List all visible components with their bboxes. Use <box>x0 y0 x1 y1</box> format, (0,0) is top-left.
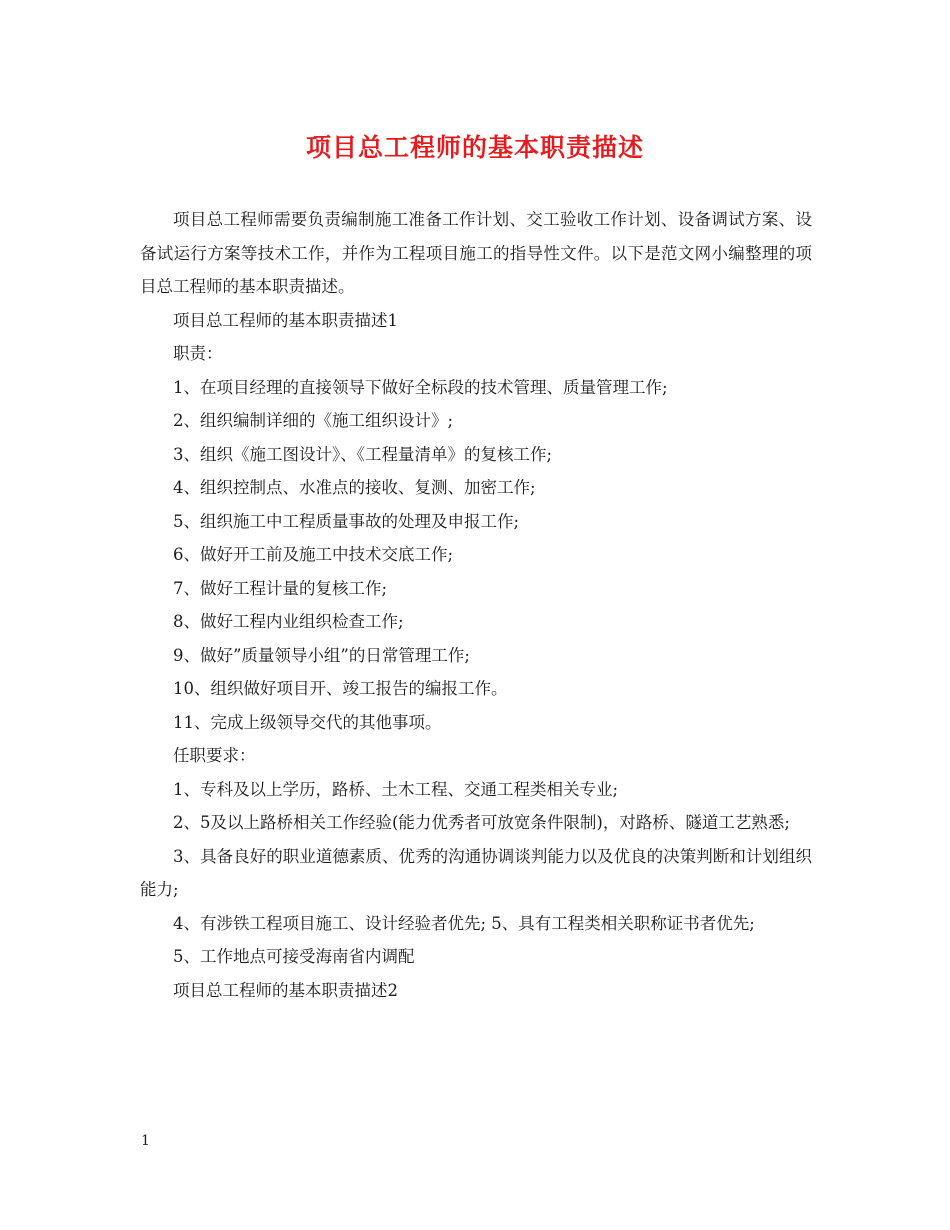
requirement-item: 1、专科及以上学历，路桥、土木工程、交通工程类相关专业; <box>173 779 619 799</box>
duty-item: 5、组织施工中工程质量事故的处理及申报工作; <box>173 511 520 531</box>
duty-item: 11、完成上级领导交代的其他事项。 <box>173 712 442 732</box>
intro-paragraph: 项目总工程师需要负责编制施工准备工作计划、交工验收工作计划、设备调试方案、设备试运行方案等技术工作，并作为工程项目施工的指导性文件。以下是范文网小编整理的项目总工程师的基本职责描述。 <box>140 210 812 296</box>
duty-item: 3、组织《施工图设计》、《工程量清单》的复核工作; <box>173 444 553 464</box>
duty-item: 1、在项目经理的直接领导下做好全标段的技术管理、质量管理工作; <box>173 377 668 397</box>
duty-item: 6、做好开工前及施工中技术交底工作; <box>173 545 454 564</box>
document-body <box>140 203 812 1007</box>
requirement-item: 4、有涉铁工程项目施工、设计经验者优先; 5、具有工程类相关职称证书者优先; <box>173 913 755 933</box>
requirements-label: 任职要求： <box>173 746 256 765</box>
requirement-item: 2、5及以上路桥相关工作经验(能力优秀者可放宽条件限制)，对路桥、隧道工艺熟悉; <box>173 813 790 832</box>
requirement-item: 5、工作地点可接受海南省内调配 <box>173 947 415 966</box>
section-heading-1: 项目总工程师的基本职责描述1 <box>173 310 398 330</box>
duty-item: 4、组织控制点、水准点的接收、复测、加密工作; <box>173 478 536 497</box>
page-number: 1 <box>141 1133 150 1149</box>
duty-item: 9、做好”质量领导小组”的日常管理工作; <box>173 645 470 665</box>
duties-label: 职责： <box>173 344 223 363</box>
duty-item: 8、做好工程内业组织检查工作; <box>173 612 404 631</box>
requirement-item: 3、具备良好的职业道德素质、优秀的沟通协调谈判能力以及优良的决策判断和计划组织能力; <box>140 846 812 899</box>
duty-item: 7、做好工程计量的复核工作; <box>173 578 388 598</box>
document-title: 项目总工程师的基本职责描述 <box>305 133 644 162</box>
section-heading-2: 项目总工程师的基本职责描述2 <box>173 980 398 1000</box>
duty-item: 10、组织做好项目开、竣工报告的编报工作。 <box>173 679 508 698</box>
duty-item: 2、组织编制详细的《施工组织设计》; <box>173 411 454 430</box>
